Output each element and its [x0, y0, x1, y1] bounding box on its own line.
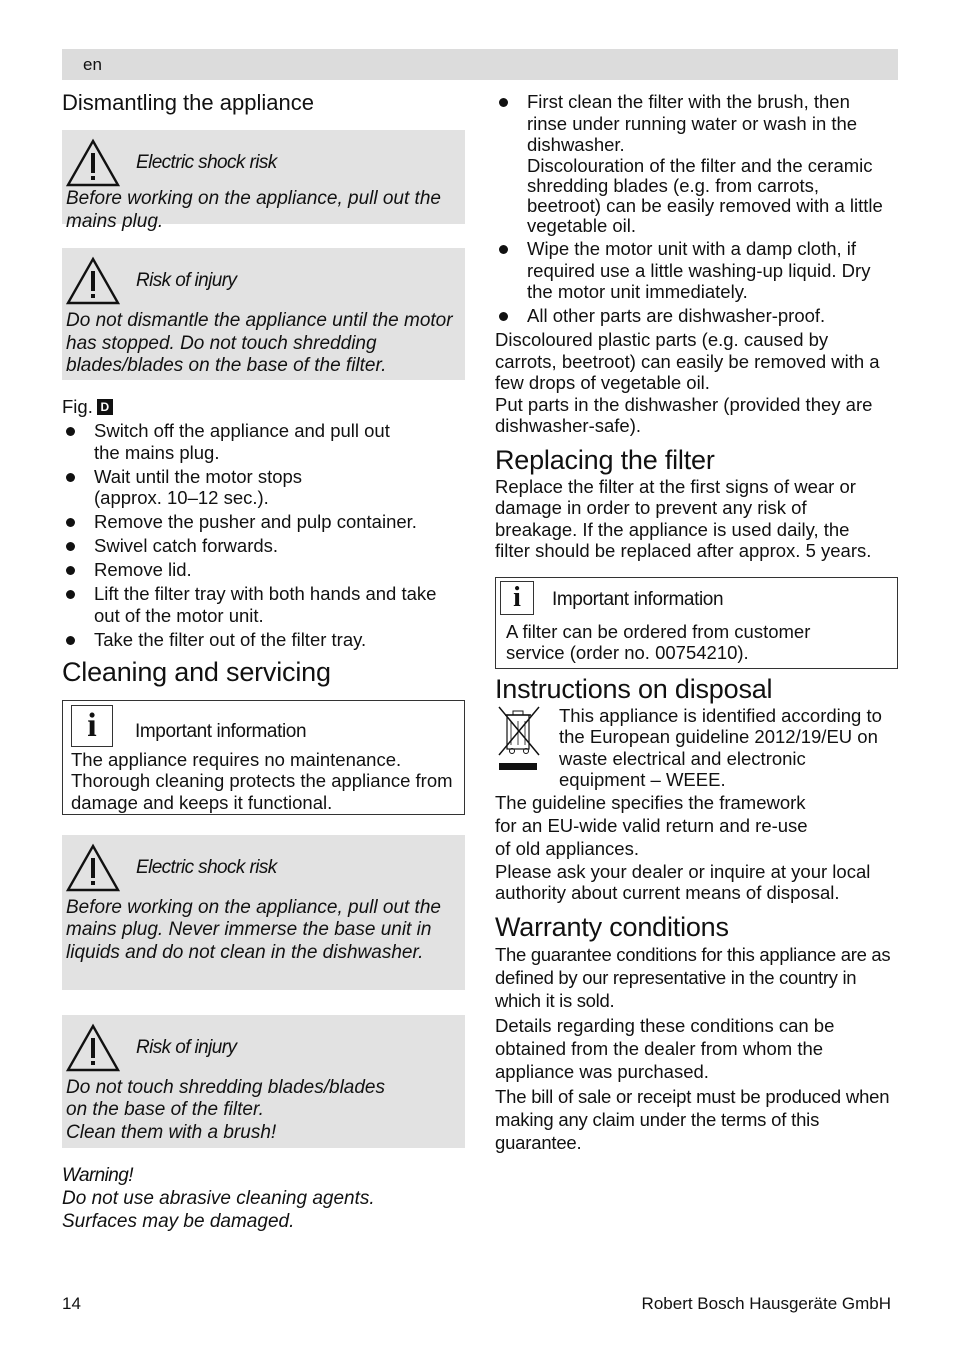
warning-title: Electric shock risk [136, 152, 277, 173]
info-body: The appliance requires no maintenance. Thorough cleaning protects the appliance from damage and keeps it functional. [71, 748, 453, 813]
list-item: Swivel catch forwards. [62, 535, 465, 557]
figure-letter: D [97, 399, 113, 415]
plastic-parts-paragraph: Discoloured plastic parts (e.g. caused by carrots, beetroot) can easily be removed with a few drops of vegetable oil. [495, 329, 880, 393]
warning-note [62, 1164, 465, 1233]
warranty-paragraph-2: Details regarding these conditions can be obtained from the dealer from whom the appliance was purchased. [495, 1014, 835, 1082]
disposal-row [495, 705, 898, 791]
list-item: All other parts are dishwasher-proof. [495, 305, 898, 327]
list-item: Take the filter out of the filter tray. [62, 629, 465, 651]
warning-title: Risk of injury [136, 1036, 237, 1058]
list-item: Remove the pusher and pulp container. [62, 511, 465, 533]
list-item [495, 91, 898, 236]
right-column [495, 90, 898, 1154]
replacing-filter-title: Replacing the filter [495, 444, 715, 475]
risk-of-injury-warning-2 [62, 1015, 465, 1148]
warning-body: Before working on the appliance, pull out the mains plug. [66, 188, 441, 232]
disposal-paragraph-3: Please ask your dealer or inquire at your local authority about current means of disposal. [495, 860, 871, 903]
warning-line: Do not touch shredding blades/blades [66, 1076, 386, 1098]
warning-body: Do not dismantle the appliance until the motor has stopped. Do not touch shredding blades/blades on the base of the filter. [66, 310, 453, 376]
list-item: Lift the filter tray with both hands and take out of the motor unit. [62, 583, 465, 626]
important-information-box-1 [62, 700, 465, 815]
left-column [62, 90, 465, 1233]
dismantling-title: Dismantling the appliance [62, 90, 314, 115]
warning-triangle-icon [66, 256, 120, 306]
warning-body: Before working on the appliance, pull out the mains plug. Never immerse the base unit in liquids and do not clean in the dishwasher. [66, 896, 441, 963]
info-icon: i [71, 705, 113, 747]
dismantling-steps [62, 420, 465, 650]
info-icon: i [500, 581, 534, 615]
info-title: Important information [135, 720, 307, 742]
crossed-out-bin-icon [495, 705, 559, 775]
disposal-body: This appliance is identified according to the European guideline 2012/19/EU on waste electrical and electronic equipment – WEEE. [559, 704, 882, 790]
electric-shock-warning-2 [62, 835, 465, 990]
risk-of-injury-warning-1 [62, 248, 465, 380]
warning-title: Risk of injury [136, 270, 237, 291]
important-information-box-2 [495, 577, 898, 669]
electric-shock-warning-1 [62, 130, 465, 232]
list-item-extra: Discolouration of the filter and the ceramic shredding blades (e.g. from carrots, beetroot) can be easily removed with a little vegetable oil. [527, 154, 883, 236]
warning-triangle-icon [66, 1023, 120, 1073]
list-item: Wait until the motor stops (approx. 10–12 sec.). [62, 466, 465, 509]
warning-triangle-icon [66, 138, 120, 188]
cleaning-steps [495, 91, 898, 327]
warning-title: Electric shock risk [136, 856, 277, 878]
figure-reference [62, 396, 465, 418]
language-label: en [83, 55, 102, 74]
page-number: 14 [62, 1294, 81, 1313]
warning-line: Clean them with a brush! [66, 1121, 277, 1143]
info-body: A filter can be ordered from customer service (order no. 00754210). [506, 620, 811, 663]
warranty-title: Warranty conditions [495, 911, 729, 942]
replacing-filter-body: Replace the filter at the first signs of wear or damage in order to prevent any risk of breakage. If the appliance is used daily, the filter should be replaced after approx. 5 years. [495, 475, 872, 561]
warranty-paragraph-1: The guarantee conditions for this appliance are as defined by our representative in the country in which it is sold. [495, 943, 891, 1011]
language-bar [62, 49, 898, 80]
warranty-paragraph-3: The bill of sale or receipt must be produced when making any claim under the terms of this guarantee. [495, 1085, 890, 1153]
disposal-paragraph-2: The guideline specifies the framework for an EU-wide valid return and re-use of old appliances. [495, 791, 808, 859]
warning-note-line: Surfaces may be damaged. [62, 1210, 295, 1232]
disposal-title: Instructions on disposal [495, 673, 773, 704]
figure-label: Fig. [62, 396, 93, 417]
warning-note-line: Do not use abrasive cleaning agents. [62, 1187, 375, 1209]
list-item: Switch off the appliance and pull out the mains plug. [62, 420, 465, 463]
cleaning-title: Cleaning and servicing [62, 656, 331, 687]
warning-line: on the base of the filter. [66, 1099, 264, 1120]
warning-triangle-icon [66, 843, 120, 893]
info-title: Important information [552, 588, 724, 610]
warning-body [66, 1077, 459, 1145]
list-item-text: First clean the filter with the brush, then rinse under running water or wash in the dishwasher. [527, 91, 858, 155]
warning-note-title: Warning! [62, 1164, 133, 1186]
dishwasher-paragraph: Put parts in the dishwasher (provided they are dishwasher-safe). [495, 393, 873, 436]
list-item: Wipe the motor unit with a damp cloth, if required use a little washing-up liquid. Dry the motor unit immediately. [495, 238, 898, 303]
list-item: Remove lid. [62, 559, 465, 581]
company-name: Robert Bosch Hausgeräte GmbH [641, 1294, 891, 1313]
